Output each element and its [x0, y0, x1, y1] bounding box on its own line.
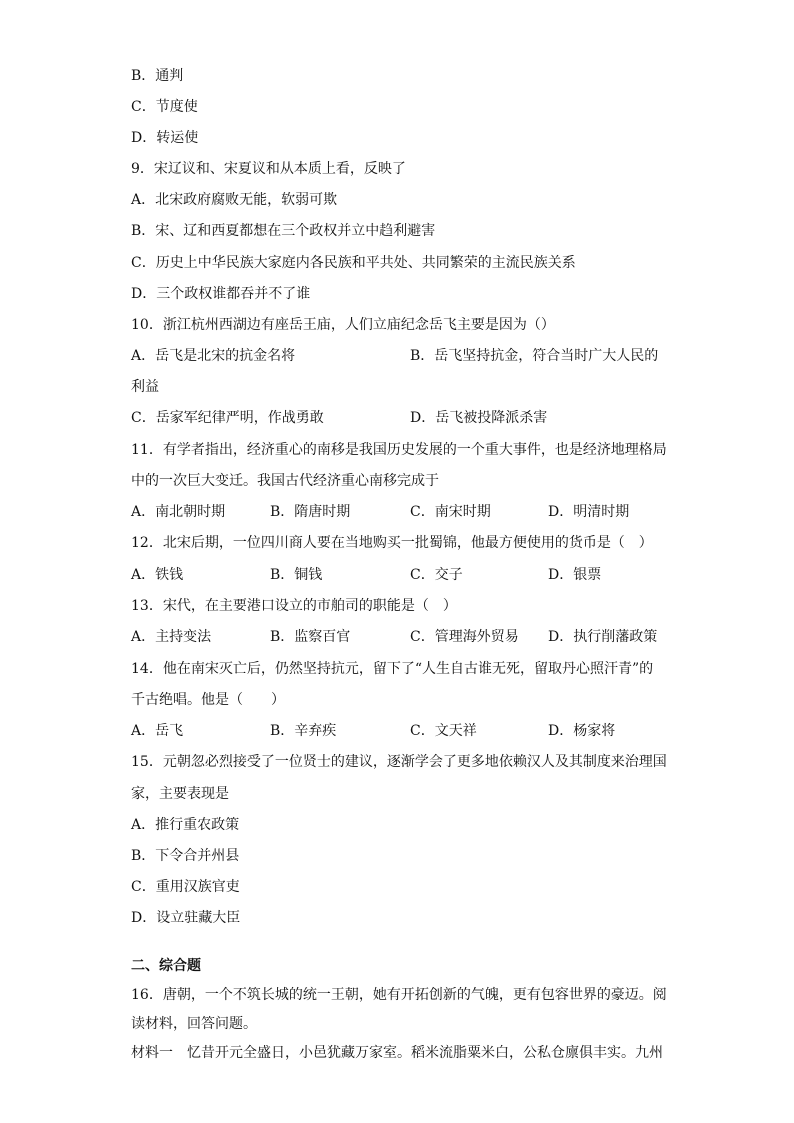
q13-option-b: B．监察百官 [270, 629, 351, 645]
q11-option-a: A．南北朝时期 [131, 504, 226, 520]
q9-option-a: A．北宋政府腐败无能，软弱可欺 [131, 192, 338, 208]
q15-option-c: C．重用汉族官吏 [131, 879, 240, 895]
q9-option-b: B．宋、辽和西夏都想在三个政权并立中趋利避害 [131, 223, 436, 239]
q13-option-d: D．执行削藩政策 [548, 629, 658, 645]
q10-option-b-cont: 利益 [131, 379, 159, 395]
q16-material-1: 材料一 忆昔开元全盛日，小邑犹藏万家室。稻米流脂粟米白，公私仓廪俱丰实。九州 [131, 1045, 663, 1061]
q14-option-d: D．杨家将 [548, 723, 616, 739]
q16-stem: 16．唐朝，一个不筑长城的统一王朝，她有开拓创新的气魄，更有包容世界的豪迈。阅 [131, 987, 667, 1003]
section-title: 二、综合题 [131, 958, 201, 974]
q8-option-d: D．转运使 [131, 130, 199, 146]
q14-stem: 14．他在南宋灭亡后，仍然坚持抗元，留下了“人生自古谁无死，留取丹心照汗青”的 [131, 661, 654, 677]
q12-option-d: D．银票 [548, 567, 602, 583]
q10-option-d: D．岳飞被投降派杀害 [410, 410, 548, 426]
q11-stem: 11．有学者指出，经济重心的南移是我国历史发展的一个重大事件，也是经济地理格局 [131, 442, 667, 458]
q11-option-c: C．南宋时期 [410, 504, 491, 520]
q8-option-c: C．节度使 [131, 99, 198, 115]
q10-option-c: C．岳家军纪律严明，作战勇敢 [131, 410, 324, 426]
q13-option-a: A．主持变法 [131, 629, 212, 645]
q13-option-c: C．管理海外贸易 [410, 629, 519, 645]
q12-option-b: B．铜钱 [270, 567, 323, 583]
q14-option-c: C．文天祥 [410, 723, 477, 739]
q15-option-d: D．设立驻藏大臣 [131, 910, 241, 926]
q12-option-a: A．铁钱 [131, 567, 184, 583]
q12-stem: 12．北宋后期，一位四川商人要在当地购买一批蜀锦，他最方便使用的货币是（ ） [131, 535, 653, 551]
q9-option-d: D．三个政权谁都吞并不了谁 [131, 286, 311, 302]
q14-option-b: B．辛弃疾 [270, 723, 337, 739]
q13-stem: 13．宋代，在主要港口设立的市舶司的职能是（ ） [131, 598, 457, 614]
q15-stem: 15．元朝忽必烈接受了一位贤士的建议，逐渐学会了更多地依赖汉人及其制度来治理国 [131, 754, 667, 770]
q8-option-b: B．通判 [131, 68, 184, 84]
q10-stem: 10．浙江杭州西湖边有座岳王庙，人们立庙纪念岳飞主要是因为（） [131, 317, 555, 333]
q11-option-d: D．明清时期 [548, 504, 630, 520]
q11-option-b: B．隋唐时期 [270, 504, 351, 520]
q15-option-b: B．下令合并州县 [131, 848, 240, 864]
q16-stem-cont: 读材料，回答问题。 [131, 1016, 257, 1032]
q14-option-a: A．岳飞 [131, 723, 184, 739]
q9-option-c: C．历史上中华民族大家庭内各民族和平共处、共同繁荣的主流民族关系 [131, 255, 576, 271]
q10-option-b: B．岳飞坚持抗金，符合当时广大人民的 [410, 348, 659, 364]
q15-option-a: A．推行重农政策 [131, 817, 240, 833]
q12-option-c: C．交子 [410, 567, 463, 583]
q9-stem: 9．宋辽议和、宋夏议和从本质上看，反映了 [131, 161, 406, 177]
q10-option-a: A．岳飞是北宋的抗金名将 [131, 348, 296, 364]
q11-stem-cont: 中的一次巨大变迁。我国古代经济重心南移完成于 [131, 473, 439, 489]
q15-stem-cont: 家，主要表现是 [131, 786, 229, 802]
q14-stem-cont: 千古绝唱。他是（ ） [131, 692, 285, 708]
